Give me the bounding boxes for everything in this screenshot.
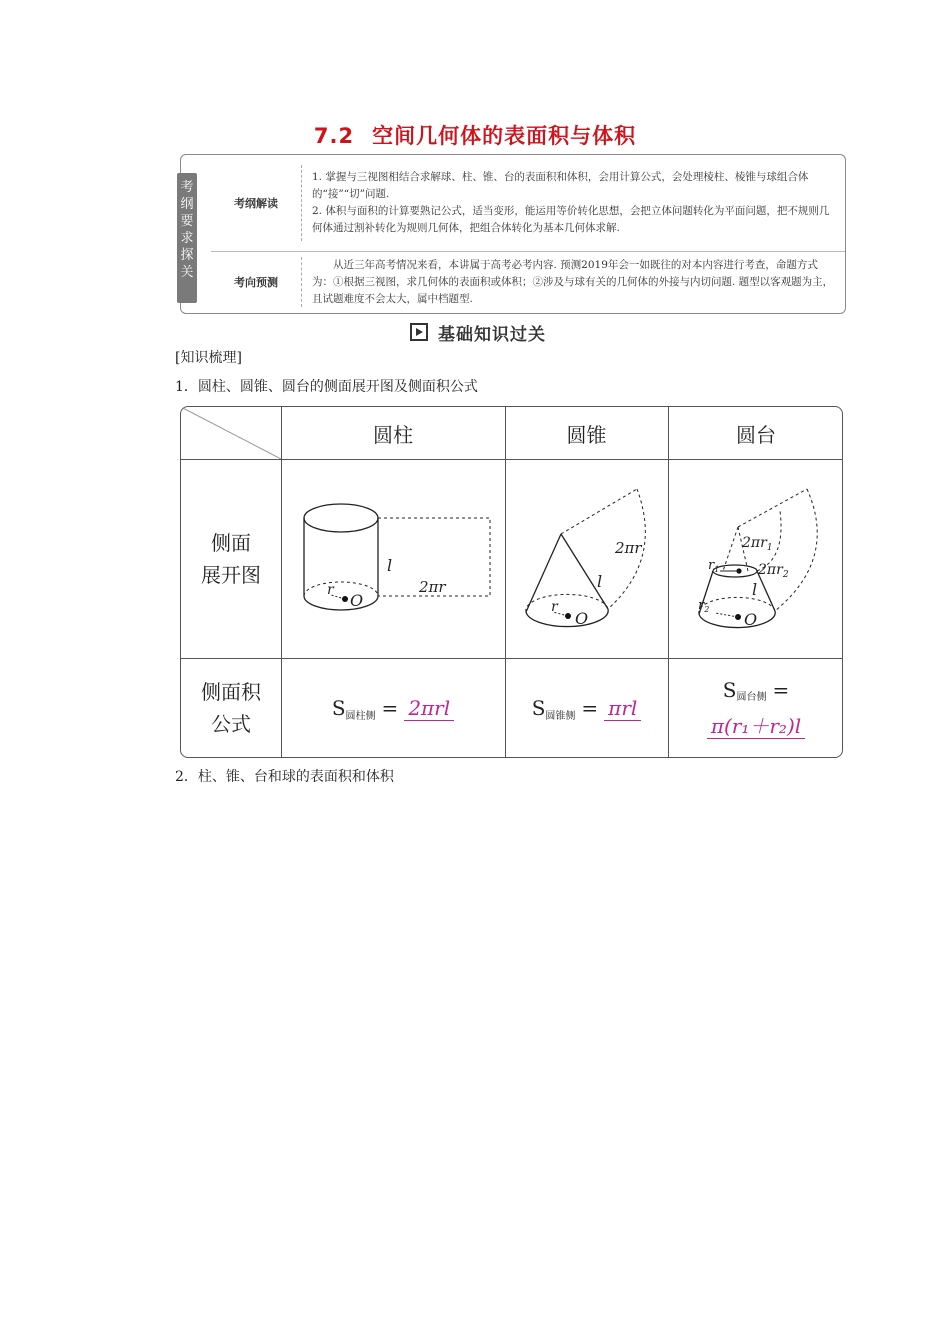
row-label-development: 侧面 展开图 xyxy=(201,530,261,587)
banner-text: 基础知识过关 xyxy=(438,324,546,345)
cone-development-diagram xyxy=(505,459,668,658)
label-o: O xyxy=(744,610,758,629)
formula-cylinder: S 圆柱侧 = 2πrl xyxy=(281,658,505,758)
section-heading-2: 2．柱、锥、台和球的表面积和体积 xyxy=(175,769,394,785)
syllabus-row-interpretation xyxy=(211,155,845,252)
syllabus-box xyxy=(180,154,846,314)
label-r2: $r_2$ xyxy=(698,598,710,614)
syllabus-line: 1. 掌握与三视图相结合求解球、柱、锥、台的表面积和体积，会用计算公式，会处理棱柱、棱锥与球组合体的“接”“切”问题. xyxy=(312,170,809,200)
formula-cone: S 圆锥侧 = πrl xyxy=(505,658,668,758)
syllabus-line: 2. 体积与面积的计算要熟记公式，适当变形，能运用等价转化思想，会把立体问题转化为平面问题，把不规则几何体通过割补转化为规则几何体，把组合体转化为基本几何体求解. xyxy=(312,204,830,234)
diagonal-line xyxy=(181,407,281,459)
label-arc: 2πr xyxy=(615,539,642,557)
label-arc-1: $2\pi r_1$ xyxy=(742,535,773,553)
syllabus-text xyxy=(301,165,845,242)
header-cylinder: 圆柱 xyxy=(373,422,413,447)
answer-frustum: π(r₁＋r₂)l xyxy=(707,714,805,739)
syllabus-line: 从近三年高考情况来看，本讲属于高考必考内容. 预测2019年会一如既往的对本内容进行考查，命题方式为：①根据三视图，求几何体的表面积或体积；②涉及与球有关的几何体的外接与内切问题. 题型以客观题为主，且试题难度不会太大，属中档题型. xyxy=(312,258,834,305)
formula-table xyxy=(180,406,843,758)
header-cone: 圆锥 xyxy=(566,422,607,447)
frustum-development-diagram xyxy=(668,459,843,658)
answer-cone: πrl xyxy=(604,696,641,721)
syllabus-label: 考向预测 xyxy=(234,276,278,289)
label-arc: 2πr xyxy=(419,578,446,596)
label-o: O xyxy=(575,609,589,628)
syllabus-side-label: 考纲要求探关 xyxy=(177,173,197,303)
label-o: O xyxy=(350,591,364,610)
label-r: r xyxy=(551,599,558,615)
answer-cylinder: 2πrl xyxy=(404,696,454,721)
syllabus-text xyxy=(301,257,845,307)
label-l: l xyxy=(387,556,393,575)
knowledge-label: [知识梳理] xyxy=(175,350,242,366)
play-icon xyxy=(410,323,428,341)
page-title xyxy=(0,120,950,150)
section-number: 7.2 xyxy=(313,124,355,148)
label-l: l xyxy=(597,572,603,591)
label-arc-2: $2\pi r_2$ xyxy=(758,562,789,580)
header-frustum: 圆台 xyxy=(736,422,776,447)
syllabus-label: 考纲解读 xyxy=(234,197,278,210)
syllabus-row-forecast xyxy=(211,251,845,313)
cylinder-development-diagram xyxy=(281,459,505,658)
title-text: 空间几何体的表面积与体积 xyxy=(372,124,637,148)
label-l: l xyxy=(752,580,758,599)
section-heading-1: 1．圆柱、圆锥、圆台的侧面展开图及侧面积公式 xyxy=(175,379,478,395)
label-r1: $r_1$ xyxy=(708,558,720,574)
label-r: r xyxy=(327,582,334,598)
formula-frustum: S 圆台侧 = π(r₁＋r₂)l xyxy=(668,658,843,758)
section-banner xyxy=(410,320,546,344)
row-label-formula: 侧面积 公式 xyxy=(201,680,261,736)
